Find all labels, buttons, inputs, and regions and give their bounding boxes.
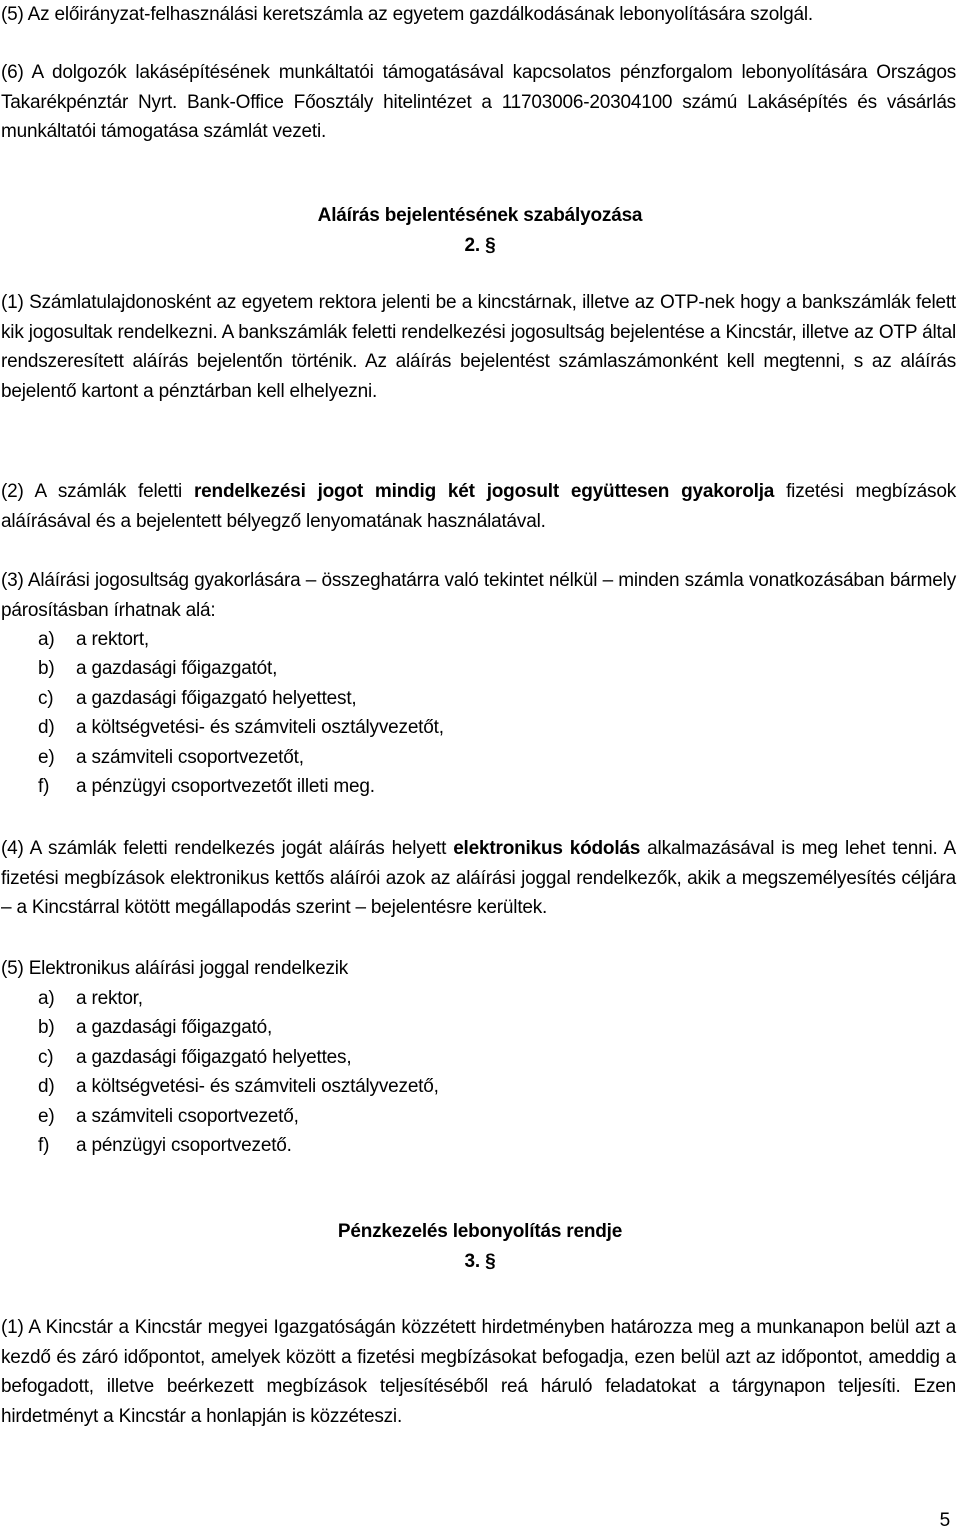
p4-text-bold: elektronikus kódolás [453,838,641,859]
section-3-number: 3. § [464,1251,496,1272]
section-3-paragraph-1: (1) A Kincstár a Kincstár megyei Igazgatóságán közzétett hirdetményben határozza meg a munkanapon belül azt a kezdő és záró időpontot, amelyek között a fizetési megbízásokat befogadja, ezen belül azt az időpontot, ameddig a befogadott, illetve beérkezett megbízások teljesítéséből reá háruló feladatokat a tárgynapon teljesíti. Ezen hirdetményt a Kincstár a honlapján is közzéteszi. [1,1317,956,1427]
list-item: e) a számviteli csoportvezetőt, [38,746,304,768]
section-2-heading: Aláírás bejelentésének szabályozása [317,205,643,226]
p2-text-pre: (2) A számlák feletti [1,481,194,502]
p2-text-bold: rendelkezési jogot mindig két jogosult együttesen gyakorolja [193,481,775,502]
paragraph-6: (6) A dolgozók lakásépítésének munkáltatói támogatásával kapcsolatos pénzforgalom lebonyolítására Országos Takarékpénztár Nyrt. Bank-Office Főosztály hitelintézet a 11703006-20304100 számú Lakásépítés és vásárlás munkáltatói támogatása számlát vezeti. [1,62,956,142]
paragraph-5: (5) Az előirányzat-felhasználási keretszámla az egyetem gazdálkodásának lebonyolítására szolgál. [1,4,813,25]
list-item: d) a költségvetési- és számviteli osztályvezető, [38,1076,439,1098]
list-item: f) a pénzügyi csoportvezető. [38,1135,292,1157]
list-item: e) a számviteli csoportvezető, [38,1105,299,1127]
page-number: 5 [939,1510,950,1531]
list-item: c) a gazdasági főigazgató helyettes, [38,1046,352,1068]
section-2-paragraph-2 [1,477,956,536]
list-item: a) a rektor, [38,988,143,1009]
section-3-heading: Pénzkezelés lebonyolítás rendje [337,1221,623,1242]
section-2-paragraph-3: (3) Aláírási jogosultság gyakorlására – összeghatárra való tekintet nélkül – minden számla vonatkozásában bármely párosításban írhatnak alá: [1,570,956,621]
section-2-number: 2. § [464,235,496,256]
p2-text-post: fizetési megbízások aláírásával és a bejelentett bélyegző lenyomatának használatával. [1,481,956,532]
list-item: b) a gazdasági főigazgató, [38,1017,273,1039]
signatory-list [38,625,444,801]
section-2-paragraph-4 [1,834,956,923]
p4-text-pre: (4) A számlák feletti rendelkezés jogát aláírás helyett [1,838,454,859]
section-2-paragraph-5: (5) Elektronikus aláírási joggal rendelkezik [1,958,349,979]
p4-text-post: alkalmazásával is meg lehet tenni. A fizetési megbízások elektronikus kettős aláírói azok az aláírási joggal rendelkezők, akik a megszemélyesítés céljára – a Kincstárral kötött megállapodás szerint – bejelentésre kerültek. [1,838,957,918]
list-item: f) a pénzügyi csoportvezetőt illeti meg. [38,776,375,798]
section-2-paragraph-1: (1) Számlatulajdonosként az egyetem rektora jelenti be a kincstárnak, illetve az OTP-nek hogy a bankszámlák felett kik jogosultak rendelkezni. A bankszámlák feletti rendelkezési jogosultság bejelentése a Kincstár, illetve az OTP által rendszeresített aláírás bejelentőn történik. Az aláírás bejelentést számlaszámonként kell megtenni, s az aláírás bejelentő kartont a pénztárban kell elhelyezni. [1,292,956,402]
list-item: d) a költségvetési- és számviteli osztályvezetőt, [38,717,444,739]
list-item: b) a gazdasági főigazgatót, [38,658,278,680]
list-item: c) a gazdasági főigazgató helyettest, [38,687,357,709]
list-item: a) a rektort, [38,629,149,650]
electronic-signatory-list [38,984,439,1160]
